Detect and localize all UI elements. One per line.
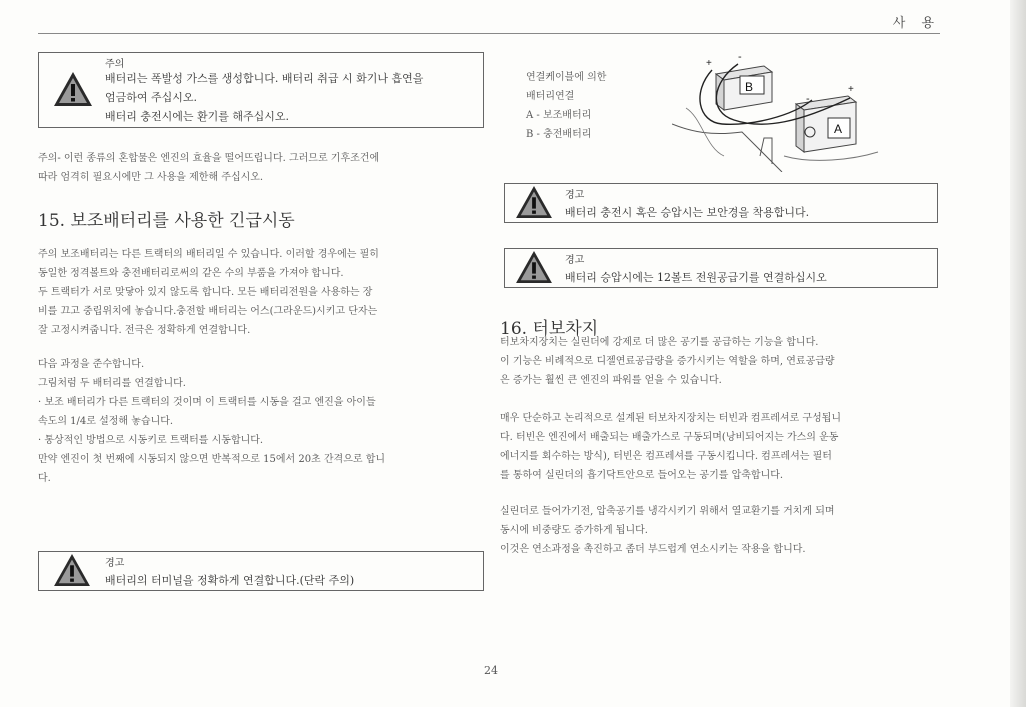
text-line: 다. 터빈은 엔진에서 배출되는 배출가스로 구동되며(낭비되어지는 가스의 운동: [500, 432, 839, 443]
text-line: 은 증가는 훨씬 큰 엔진의 파워를 얻을 수 있습니다.: [500, 375, 722, 386]
warning-box: [504, 183, 938, 223]
plus-terminal-label: +: [706, 58, 712, 69]
warning-line: 배터리 충전시 혹은 승압시는 보안경을 착용합니다.: [565, 206, 810, 219]
section-16-paragraph: [500, 409, 841, 485]
minus-terminal-label: -: [738, 52, 742, 63]
section-15-paragraph: [38, 245, 379, 340]
section-16-paragraph: [500, 502, 835, 559]
caption-line: B - 충전배터리: [526, 129, 592, 140]
page-edge-shadow: [1010, 0, 1026, 707]
warning-title: 경고: [565, 190, 585, 201]
section-16-paragraph: [500, 333, 835, 390]
warning-triangle-icon: [515, 250, 553, 284]
text-line: 다음 과정을 준수합니다.: [38, 359, 145, 370]
warning-triangle-icon: [53, 553, 91, 587]
text-line: 매우 단순하고 논리적으로 설계된 터보차지장치는 터빈과 컴프레셔로 구성됩니: [500, 413, 842, 424]
header-rule: [38, 33, 940, 34]
warning-line: 배터리 승압시에는 12볼트 전원공급기를 연결하십시오: [565, 271, 827, 284]
warning-title: 경고: [105, 558, 125, 569]
text-line: 를 통하여 실린더의 흡기닥트안으로 들어오는 공기를 압축합니다.: [500, 470, 784, 481]
text-line: · 통상적인 방법으로 시동키로 트랙터를 시동합니다.: [38, 435, 264, 446]
text-line: 실린더로 들어가기전, 압축공기를 냉각시키기 위해서 열교환기를 거치게 되며: [500, 506, 835, 517]
page-number: 24: [484, 664, 498, 677]
text-line: 주의- 이런 종류의 혼합물은 엔진의 효율을 떨어뜨립니다. 그러므로 기후조건에: [38, 153, 380, 164]
caption-line: 배터리연결: [526, 91, 575, 102]
text-line: 비를 끄고 중립위치에 놓습니다.충전할 배터리는 어스(그라운드)시키고 단자는: [38, 306, 378, 317]
minus-terminal-label: -: [806, 93, 810, 105]
caution-line: 엄금하여 주십시오.: [105, 91, 198, 104]
warning-box: [38, 551, 484, 591]
caution-title: 주의: [105, 59, 125, 70]
text-line: 에너지를 회수하는 방식), 터빈은 컴프레셔를 구동시킵니다. 컴프레셔는 필터: [500, 451, 832, 462]
caution-line: 배터리 충전시에는 환기를 해주십시오.: [105, 110, 290, 123]
caution-box: [38, 52, 484, 128]
battery-a-label: A: [834, 122, 843, 136]
text-line: 동일한 정격볼트와 충전배터리로써의 같은 수의 부품을 가져야 합니다.: [38, 268, 344, 279]
text-line: 주의 보조배터리는 다른 트랙터의 배터리일 수 있습니다. 이러할 경우에는 필히: [38, 249, 379, 260]
battery-b: [716, 66, 772, 110]
text-line: 잘 고정시켜줍니다. 전극은 정확하게 연결합니다.: [38, 325, 251, 336]
caption-line: A - 보조배터리: [526, 110, 592, 121]
battery-b-label: B: [745, 80, 754, 94]
text-line: 두 트랙터가 서로 맞닿아 있지 않도록 합니다. 모든 배터리전원을 사용하는 장: [38, 287, 373, 298]
text-line: 터보차지장치는 실린더에 강제로 더 많은 공기를 공급하는 기능을 합니다.: [500, 337, 819, 348]
warning-title: 경고: [565, 255, 585, 266]
section-16-title: 16. 터보차지: [500, 319, 599, 339]
section-15-title: 15. 보조배터리를 사용한 긴급시동: [38, 211, 295, 231]
caution-line: 배터리는 폭발성 가스를 생성합니다. 배터리 취급 시 화기나 흡연을: [105, 72, 424, 85]
text-line: 다.: [38, 473, 51, 484]
text-line: 그림처럼 두 배터리를 연결합니다.: [38, 378, 186, 389]
warning-line: 배터리의 터미널을 정확하게 연결합니다.(단락 주의): [105, 574, 355, 587]
plus-terminal-label: +: [848, 84, 854, 95]
warning-triangle-icon: [53, 71, 93, 107]
note-paragraph: [38, 149, 379, 187]
warning-box: [504, 248, 938, 288]
text-line: 따라 엄격히 필요시에만 그 사용을 제한해 주십시오.: [38, 172, 264, 183]
running-header: 사 용: [892, 16, 940, 31]
text-line: 이것은 연소과정을 촉진하고 좀더 부드럽게 연소시키는 작용을 합니다.: [500, 544, 806, 555]
text-line: 속도의 1/4로 설정해 놓습니다.: [38, 416, 174, 427]
text-line: 이 기능은 비례적으로 디젤연료공급량을 증가시키는 역할을 하며, 연료공급량: [500, 356, 835, 367]
warning-triangle-icon: [515, 185, 553, 219]
caption-line: 연결케이블에 의한: [526, 72, 607, 83]
section-15-steps: [38, 355, 385, 488]
battery-connection-illustration: [672, 52, 880, 172]
figure-caption: [526, 68, 606, 144]
text-line: 만약 엔진이 첫 번째에 시동되지 않으면 반복적으로 15에서 20초 간격으로 합니: [38, 454, 386, 465]
text-line: 동시에 비중량도 증가하게 됩니다.: [500, 525, 648, 536]
text-line: · 보조 배터리가 다른 트랙터의 것이며 이 트랙터를 시동을 걸고 엔진을 아이들: [38, 397, 376, 408]
